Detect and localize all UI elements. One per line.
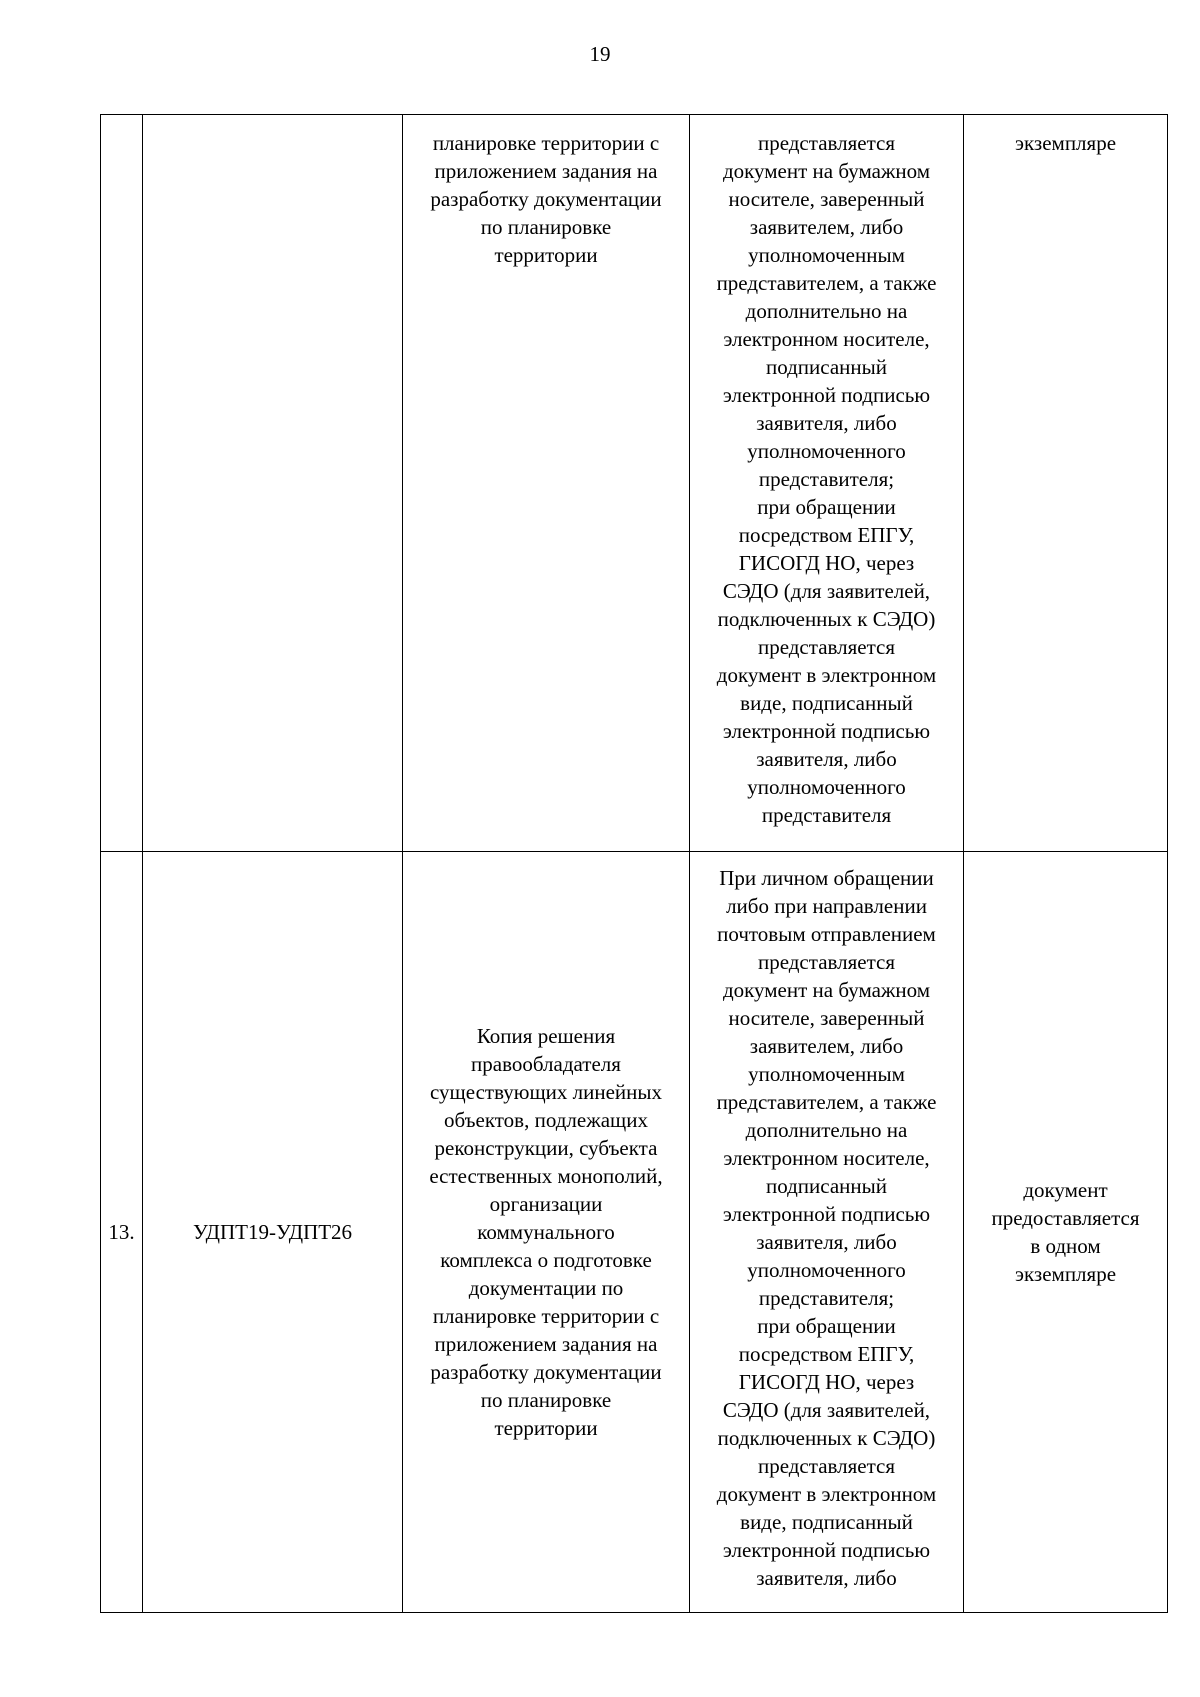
- page-number: 19: [589, 42, 611, 66]
- table-row: [101, 852, 1168, 1613]
- copies-cell: [964, 852, 1168, 1613]
- submission-method: представляется документ на бумажном носителе, заверенный заявителем, либо уполномоченным представителем, а также дополнительно на электронном носителе, подписанный электронной подписью заявителя, либо уполномоченного представителя; при обращении посредством ЕПГУ, ГИСОГД НО, через СЭДО (для заявителей, подключенных к СЭДО) представляется документ в электронном виде, подписанный электронной подписью заявителя, либо уполномоченного представителя: [716, 131, 937, 827]
- document-code-cell: [143, 852, 403, 1613]
- documents-table: [100, 114, 1168, 1613]
- document-name-cell: [403, 115, 690, 852]
- document-name: планировке территории с приложением задания на разработку документации по планировке территории: [430, 131, 662, 267]
- document-code-cell: [143, 115, 403, 852]
- copies-note: документ предоставляется в одном экземпляре: [991, 1178, 1140, 1286]
- document-name-cell: [403, 852, 690, 1613]
- submission-method-cell: [690, 852, 964, 1613]
- submission-method-cell: [690, 115, 964, 852]
- row-number-cell: [101, 852, 143, 1613]
- copies-note: экземпляре: [1014, 131, 1117, 155]
- row-number-cell: [101, 115, 143, 852]
- table-row: [101, 115, 1168, 852]
- copies-cell: [964, 115, 1168, 852]
- submission-method: При личном обращении либо при направлении почтовым отправлением представляется документ на бумажном носителе, заверенный заявителем, либо уполномоченным представителем, а также дополнительно на электронном носителе, подписанный электронной подписью заявителя, либо уполномоченного представителя; при обращении посредством ЕПГУ, ГИСОГД НО, через СЭДО (для заявителей, подключенных к СЭДО) представляется документ в электронном виде, подписанный электронной подписью заявителя, либо: [716, 866, 937, 1590]
- document-code: УДПТ19-УДПТ26: [192, 1220, 353, 1244]
- document-name: Копия решения правообладателя существующих линейных объектов, подлежащих реконструкции, субъекта естественных монополий, организации коммунального комплекса о подготовке документации по планировке территории с приложением задания на разработку документации по планировке территории: [429, 1024, 663, 1440]
- row-number: 13.: [108, 1220, 135, 1244]
